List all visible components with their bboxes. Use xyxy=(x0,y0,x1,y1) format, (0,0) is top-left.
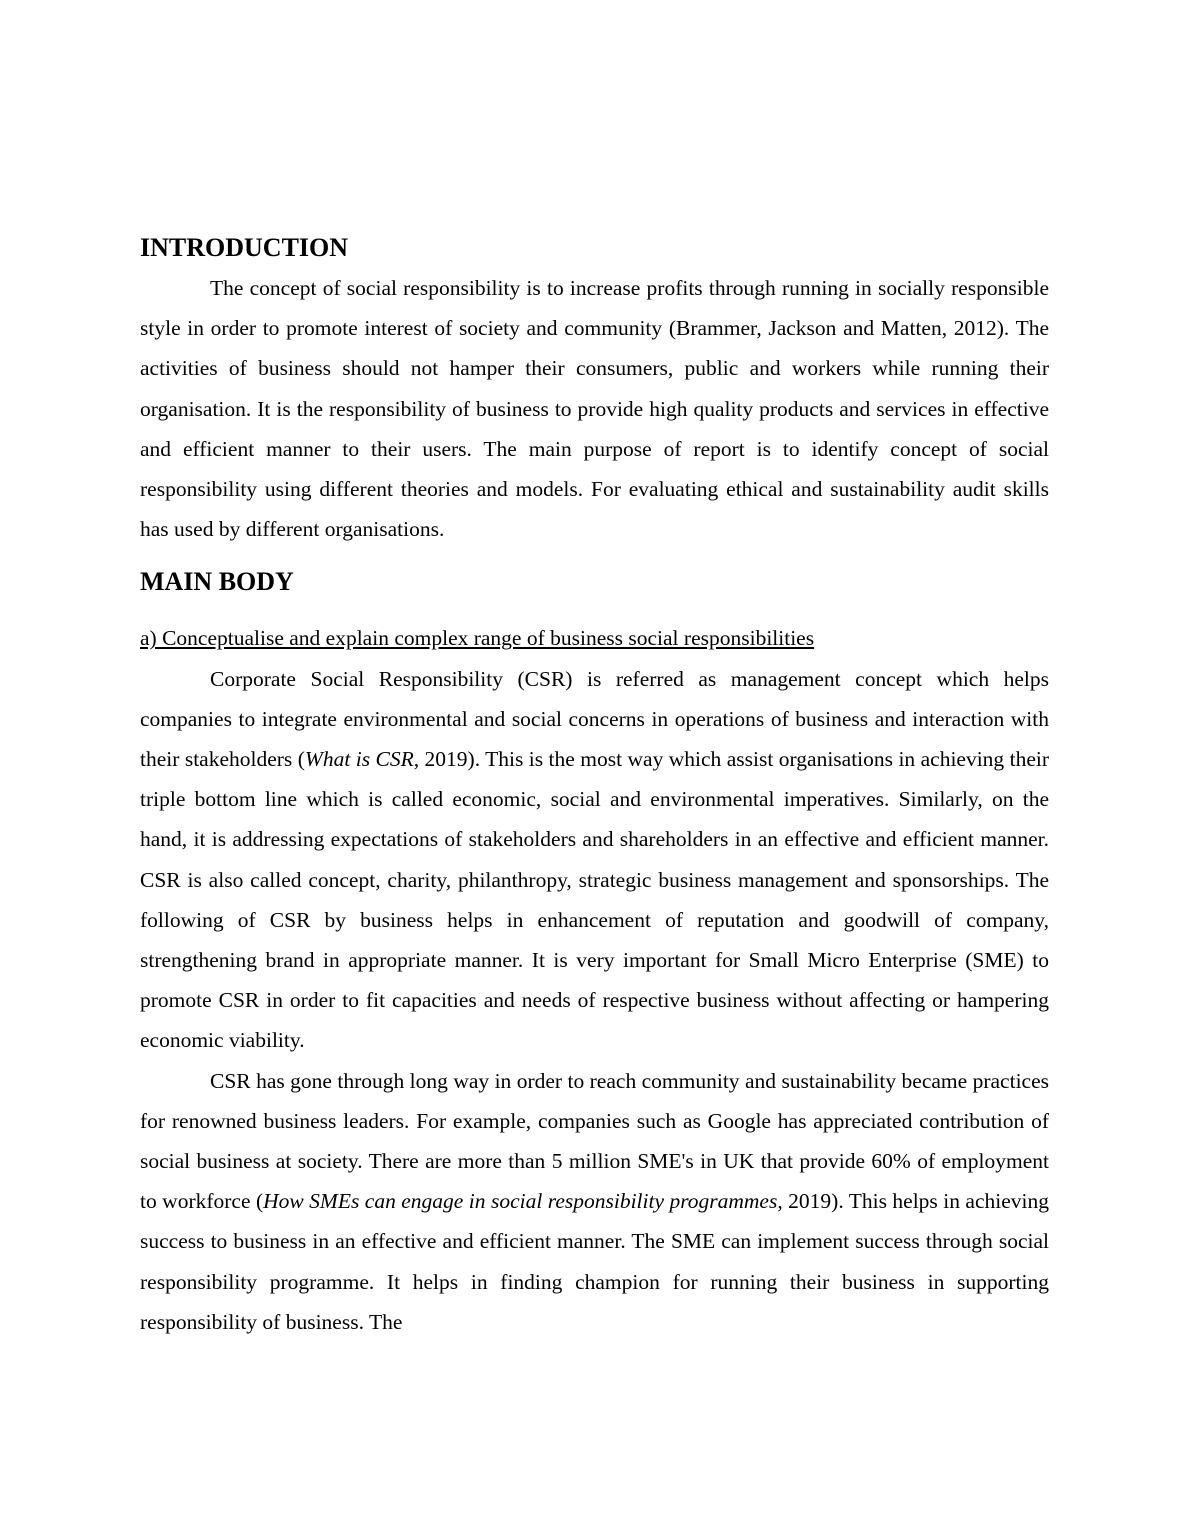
sme-paragraph-text-start: CSR has gone through long way in order to reach community and sustainability became practices for renowned business leaders. For example, companies such as Google has appreciated contribution of social business at society. There are more than 5 million SME's in UK that provide 60% of employment to workforce ( xyxy=(140,1068,1049,1214)
introduction-paragraph: The concept of social responsibility is to increase profits through running in socially responsible style in order to promote interest of society and community (Brammer, Jackson and Matten, 2012). The activities of business should not hamper their consumers, public and workers while running their organisation. It is the responsibility of business to provide high quality products and services in effective and efficient manner to their users. The main purpose of report is to identify concept of social responsibility using different theories and models. For evaluating ethical and sustainability audit skills has used by different organisations. xyxy=(140,276,1049,542)
main-body-heading: MAIN BODY xyxy=(140,567,294,597)
section-a-subheading: a) Conceptualise and explain complex range of business social responsibilities xyxy=(140,626,815,651)
csr-paragraph-text-end: , 2019). This is the most way which assist organisations in achieving their triple bottom line which is called economic, social and environmental imperatives. Similarly, on the hand, it is addressing expectations of stakeholders and shareholders in an effective and efficient manner. CSR is also called concept, charity, philanthropy, strategic business management and sponsorships. The following of CSR by business helps in enhancement of reputation and goodwill of company, strengthening brand in appropriate manner. It is very important for Small Micro Enterprise (SME) to promote CSR in order to fit capacities and needs of respective business without affecting or hampering economic viability. xyxy=(140,747,1050,1053)
csr-citation-title: What is CSR xyxy=(304,747,414,772)
csr-paragraph xyxy=(140,659,1049,1061)
csr-paragraph-text-start: Corporate Social Responsibility (CSR) is referred as management concept which helps companies to integrate environmental and social concerns in operations of business and interaction with their stakeholders ( xyxy=(140,666,1049,772)
introduction-heading: INTRODUCTION xyxy=(140,233,349,262)
sme-citation-title: How SMEs can engage in social responsibility programmes xyxy=(263,1189,778,1214)
sme-paragraph-text-end: , 2019). This helps in achieving success to business in an effective and efficient manner. The SME can implement success through social responsibility programme. It helps in finding champion for running their business in supporting responsibility of business. The xyxy=(140,1189,1049,1334)
sme-paragraph xyxy=(140,1061,1049,1342)
document-page xyxy=(140,228,1049,1342)
